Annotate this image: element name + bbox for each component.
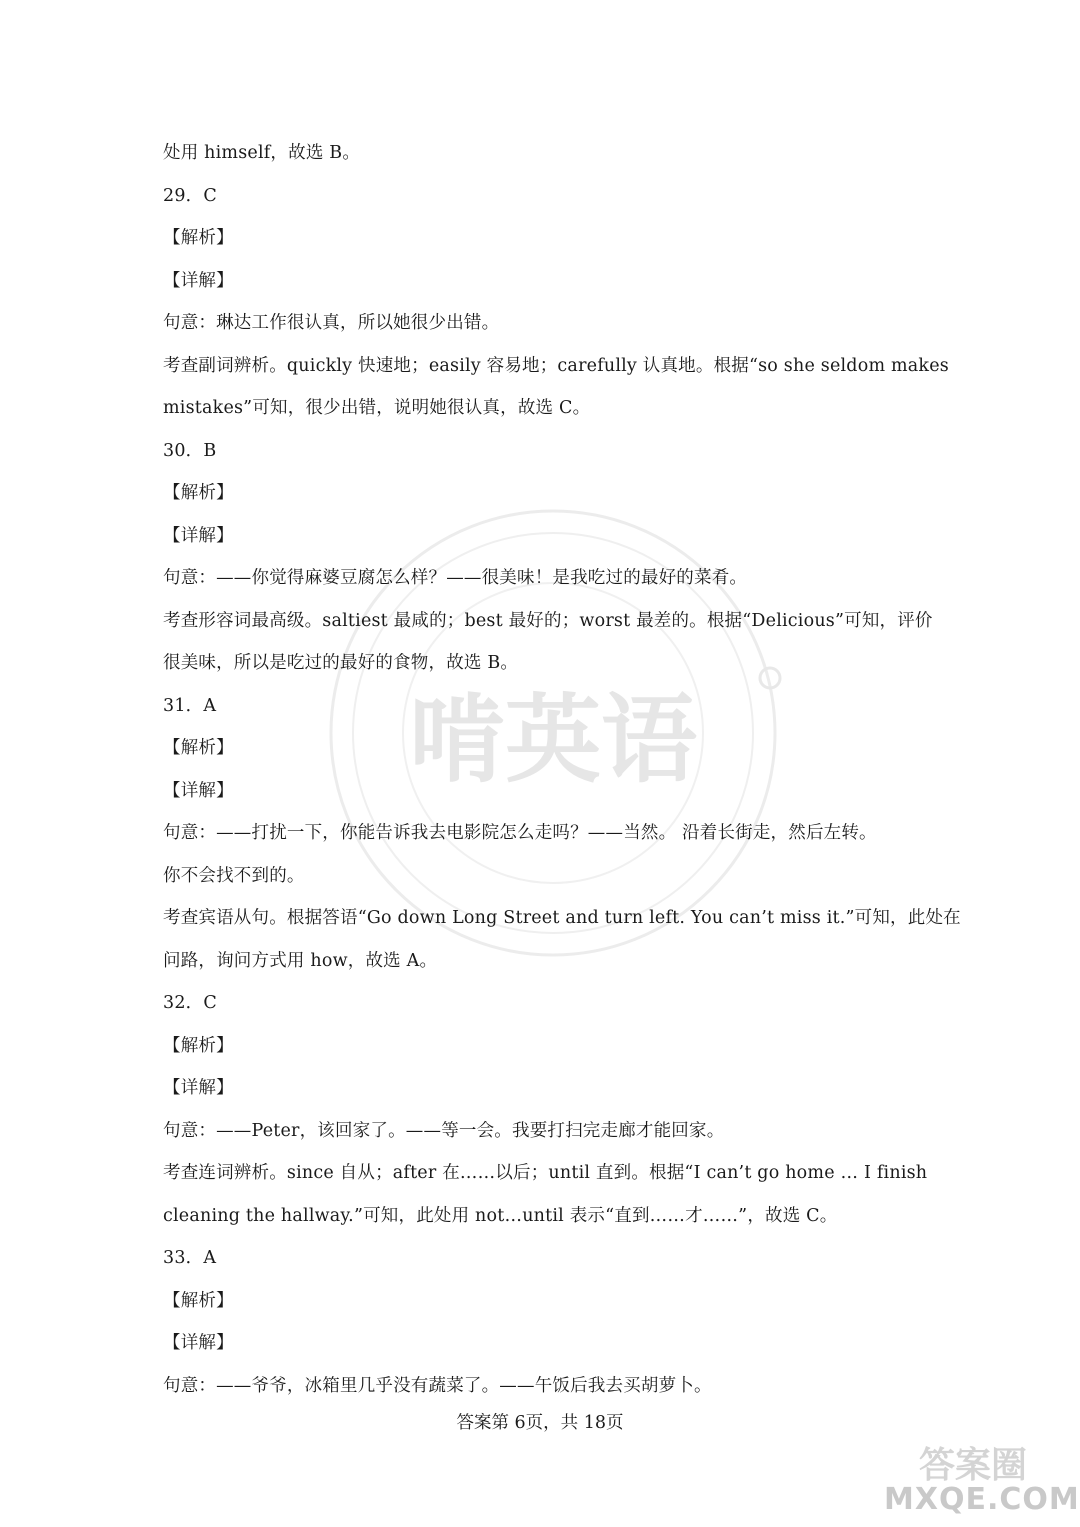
corner-logo-bottom: MXQE.COM [884, 1482, 1080, 1517]
text-line: 考查形容词最高级。saltiest 最咸的；best 最好的；worst 最差的。根据“Delicious”可知，评价 [163, 610, 933, 631]
text-line: 30．B [163, 440, 217, 461]
watermark-text: 啃英语 [409, 684, 697, 796]
text-line: 【详解】 [163, 525, 234, 546]
text-line: 句意：——Peter，该回家了。——等一会。我要打扫完走廊才能回家。 [163, 1120, 725, 1141]
text-line: 考查宾语从句。根据答语“Go down Long Street and turn left. You can’t miss it.”可知，此处在 [163, 908, 961, 928]
text-line: 【解析】 [163, 228, 234, 248]
text-line: 【解析】 [163, 483, 234, 503]
text-line: 【详解】 [163, 780, 234, 801]
answer-content [163, 132, 961, 1407]
text-line: 【详解】 [163, 270, 234, 291]
text-line: 【详解】 [163, 1078, 234, 1098]
text-line: 处用 himself，故选 B。 [163, 143, 361, 163]
text-line: 句意：琳达工作很认真，所以她很少出错。 [163, 313, 500, 333]
text-line: cleaning the hallway.”可知，此处用 not…until 表示“直到……才……”，故选 C。 [163, 1205, 838, 1226]
text-line: 【解析】 [163, 1290, 234, 1311]
text-line: 考查副词辨析。quickly 快速地；easily 容易地；carefully 认真地。根据“so she seldom makes [163, 355, 949, 376]
text-line: 32．C [163, 993, 217, 1013]
text-line: 【解析】 [163, 1035, 234, 1056]
corner-logo-top: 答案圈 [918, 1445, 1027, 1486]
page-footer: 答案第 6页，共 18页 [456, 1413, 624, 1433]
text-line: 问路，询问方式用 how，故选 A。 [163, 950, 438, 971]
text-line: 句意：——打扰一下，你能告诉我去电影院怎么走吗？——当然。 沿着长街走，然后左转。 [163, 823, 877, 843]
text-line: 【详解】 [163, 1333, 234, 1353]
text-line: 33．A [163, 1248, 217, 1268]
text-line: 29．C [163, 185, 217, 206]
text-line: 句意：——你觉得麻婆豆腐怎么样？——很美味！是我吃过的最好的菜肴。 [163, 568, 748, 588]
text-line: 【解析】 [163, 738, 234, 758]
text-line: 你不会找不到的。 [163, 865, 305, 886]
text-line: 31．A [163, 695, 217, 716]
text-line: 很美味，所以是吃过的最好的食物，故选 B。 [163, 653, 519, 673]
text-line: mistakes”可知，很少出错，说明她很认真，故选 C。 [163, 398, 591, 418]
text-line: 句意：——爷爷，冰箱里几乎没有蔬菜了。——午饭后我去买胡萝卜。 [163, 1375, 712, 1396]
text-line: 考查连词辨析。since 自从；after 在……以后；until 直到。根据“I can’t go home … I finish [163, 1163, 928, 1183]
